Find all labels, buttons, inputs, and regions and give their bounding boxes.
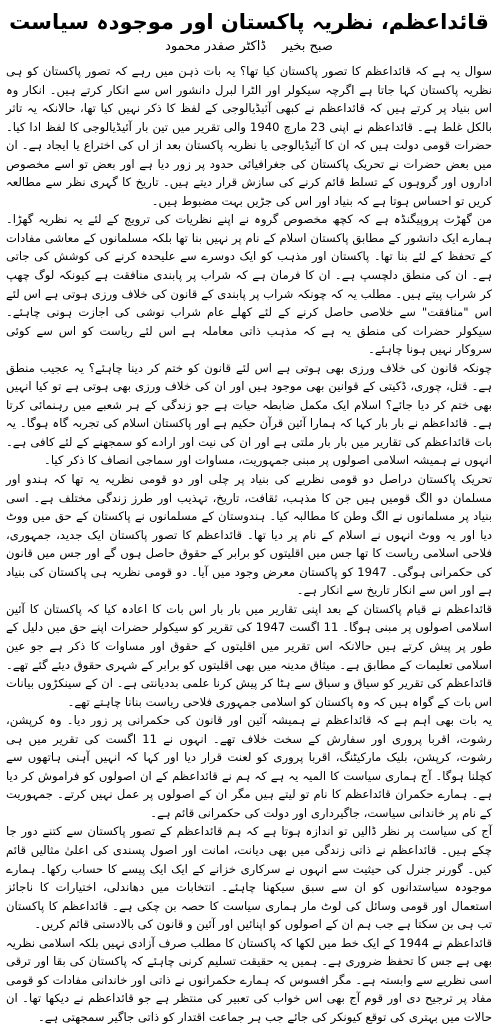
article-headline: قائداعظم، نظریہ پاکستان اور موجودہ سیاست	[9, 10, 489, 34]
paragraph: من گھڑت پروپیگنڈہ ہے کہ کچھ مخصوص گروہ نے اپنے نظریات کی ترویج کے لئے یہ نظریہ گھڑا۔ ہمارے ایک دانشور کے مطابق پاکستان اسلام کے نام پر نہیں بنا تھا بلکہ مسلمانوں کے معاشی مفادات کے تحفظ کے لئے بنا تھا۔ پاکستان اور مذہب کو ایک دوسرے سے علیحدہ کرنے کی کوشش کی جاتی ہے۔ ان کی منطق دلچسپ ہے۔ ان کا فرمان ہے کہ شراب پر پابندی منافقت ہے کیونکہ لوگ چھپ کر شراب پیتے ہیں۔ مطلب یہ کہ چونکہ شراب پر پابندی کے قانون کی خلاف ورزی ہوتی ہے اس لئے اس "منافقت" سے خلاصی حاصل کرنے کے لئے کھلے عام شراب نوشی کی اجازت ہونی چاہئے۔ سیکولر حضرات کی منطق یہ ہے کہ مذہب ذاتی معاملہ ہے اس لئے ریاست کو اس سے کوئی سروکار نہیں ہونا چاہئے۔	[6, 212, 492, 357]
paragraph: آج کی سیاست پر نظر ڈالیں تو اندازہ ہوتا ہے کہ ہم قائداعظم کے تصور پاکستان سے کتنے دور جا چکے ہیں۔ قائداعظم نے ذاتی زندگی میں بھی دیانت، امانت اور اصول پسندی کی اعلیٰ مثالیں قائم کیں۔ گورنر جنرل کی حیثیت سے انہوں نے سرکاری خزانے کے ایک ایک پیسے کا حساب رکھا۔ ہمارے موجودہ سیاستدانوں کو ان سے سبق سیکھنا چاہئے۔ انتخابات میں دھاندلی، اختیارات کا ناجائز استعمال اور قومی وسائل کی لوٹ مار ہماری سیاست کا حصہ بن چکی ہے۔ قائداعظم کا پاکستان تب ہی بن سکتا ہے جب ہم ان کے اصولوں کو اپنائیں اور آئین و قانون کی بالادستی قائم کریں۔	[6, 824, 492, 932]
paragraph: قائداعظم نے قیام پاکستان کے بعد اپنی تقاریر میں بار بار اس بات کا اعادہ کیا کہ پاکستان کا آئین اسلامی اصولوں پر مبنی ہوگا۔ 11 اگست 1947 کی تقریر کو سیکولر حضرات اپنے حق میں دلیل کے طور پر پیش کرتے ہیں حالانکہ اس تقریر میں اقلیتوں کے حقوق اور مساوات کا ذکر ہے جو عین اسلامی تعلیمات کے مطابق ہے۔ میثاق مدینہ میں بھی اقلیتوں کو برابر کے شہری حقوق دیئے گئے تھے۔ قائداعظم کی تقریر کو سیاق و سباق سے ہٹا کر پیش کرنا علمی بددیانتی ہے۔ ان کے سینکڑوں بیانات اس بات کے گواہ ہیں کہ وہ پاکستان کو اسلامی جمہوری فلاحی ریاست بنانا چاہتے تھے۔	[6, 601, 492, 709]
paragraph: یہ بات بھی اہم ہے کہ قائداعظم نے ہمیشہ آئین اور قانون کی حکمرانی پر زور دیا۔ وہ کرپشن، رشوت، اقربا پروری اور سفارش کے سخت خلاف تھے۔ انہوں نے 11 اگست کی تقریر میں ہی رشوت، کرپشن، بلیک مارکیٹنگ، اقربا پروری کو لعنت قرار دیا اور کہا کہ انہیں آہنی ہاتھوں سے کچلنا ہوگا۔ آج ہماری سیاست کا المیہ یہ ہے کہ ہم نے قائداعظم کے ان اصولوں کو فراموش کر دیا ہے۔ ہمارے حکمران قائداعظم کا نام تو لیتے ہیں مگر ان کے اصولوں پر عمل نہیں کرتے۔ جمہوریت کے نام پر خاندانی سیاست، جاگیرداری اور دولت کی حکمرانی قائم ہے۔	[6, 713, 493, 820]
byline	[6, 38, 492, 56]
paragraph: چونکہ قانون کی خلاف ورزی بھی ہوتی ہے اس لئے قانون کو ختم کر دینا چاہئے؟ یہ عجیب منطق ہے۔ قتل، چوری، ڈکیتی کے قوانین بھی موجود ہیں اور ان کی خلاف ورزی بھی ہوتی ہے تو کیا انہیں بھی ختم کر دیا جائے؟ اسلام ایک مکمل ضابطہ حیات ہے جو زندگی کے ہر شعبے میں رہنمائی کرتا ہے۔ قائداعظم نے بار بار کہا کہ ہمارا آئین قرآن حکیم ہے اور پاکستان اسلام کی تجربہ گاہ ہوگا۔ یہ بات قائداعظم کی تقاریر میں بار بار ملتی ہے اور ان کی نیت اور ارادے کو سمجھنے کے لئے کافی ہے۔ انہوں نے ہمیشہ اسلامی اصولوں پر مبنی جمہوریت، مساوات اور سماجی انصاف کا ذکر کیا۔	[6, 360, 492, 468]
author-name: ڈاکٹر صفدر محمود	[165, 39, 267, 54]
column-title: صبح بخیر	[282, 39, 333, 54]
paragraph: سوال یہ ہے کہ قائداعظم کا تصور پاکستان کیا تھا؟ یہ بات ذہن میں رہے کہ تصور پاکستان کو ہی نظریہ پاکستان کہا جاتا ہے اگرچہ سیکولر اور الٹرا لبرل دانشور اس سے انکار کرتے ہیں۔ انکار وہ اس بنیاد پر کرتے ہیں کہ قائداعظم نے کبھی آئیڈیالوجی کے لفظ کا ذکر نہیں کیا تھا، حالانکہ یہ تاثر بالکل غلط ہے۔ قائداعظم نے اپنی 23 مارچ 1940 والی تقریر میں تین بار آئیڈیالوجی کا لفظ ادا کیا۔ حضرات قومی دولت ہیں کہ ان کا آئیڈیالوجی یا نظریہ پاکستان بعد از اں کی اختراع یا ایجاد ہے۔ ان میں بعض حضرات نے تحریک پاکستان کی جغرافیائی حدود پر زور دیا ہے اور بعض تو اسے مخصوص اداروں اور گروہوں کے تسلط قائم کرنے کی سازش قرار دیتے ہیں۔ تاریخ کا گہری نظر سے مطالعہ کریں تو احساس ہوتا ہے کہ بنیاد اور اس کی جڑیں بہت مضبوط ہیں۔	[6, 64, 492, 208]
paragraph: تحریک پاکستان دراصل دو قومی نظریے کی بنیاد پر چلی اور دو قومی نظریہ یہ تھا کہ ہندو اور مسلمان دو الگ قومیں ہیں جن کا مذہب، ثقافت، تاریخ، تہذیب اور طرز زندگی مختلف ہے۔ اسی بنیاد پر مسلمانوں نے الگ وطن کا مطالبہ کیا۔ ہندوستان کے مسلمانوں نے پاکستان کے حق میں ووٹ دیا اور یہ ووٹ انہوں نے اسلام کے نام پر دیا تھا۔ قائداعظم کا تصور پاکستان ایک جدید، جمہوری، فلاحی اسلامی ریاست کا تھا جس میں اقلیتوں کو برابر کے حقوق حاصل ہوں گے اور جس میں قانون کی حکمرانی ہوگی۔ 1947 کو پاکستان معرض وجود میں آیا۔ دو قومی نظریہ ہی پاکستان کی بنیاد ہے اور اس سے انکار تاریخ سے انکار ہے۔	[6, 472, 493, 598]
article-body	[6, 62, 492, 1026]
paragraph: قائداعظم نے 1944 کے ایک خط میں لکھا کہ پاکستان کا مطلب صرف آزادی نہیں بلکہ اسلامی نظریہ بھی ہے جس کا تحفظ ضروری ہے۔ ہمیں یہ حقیقت تسلیم کرنی چاہئے کہ پاکستان کی بقا اور ترقی اسی نظریے سے وابستہ ہے۔ مگر افسوس کہ ہمارے حکمرانوں نے ذاتی اور خاندانی مفادات کو قومی مفاد پر ترجیح دی اور قوم آج بھی اس خواب کی تعبیر کی منتظر ہے جو قائداعظم نے دیکھا تھا۔ ان حالات میں بہتری کی توقع کیونکر کی جائے جب ہر جماعت اقتدار کو ذاتی جاگیر سمجھتی ہے۔	[6, 935, 492, 1024]
